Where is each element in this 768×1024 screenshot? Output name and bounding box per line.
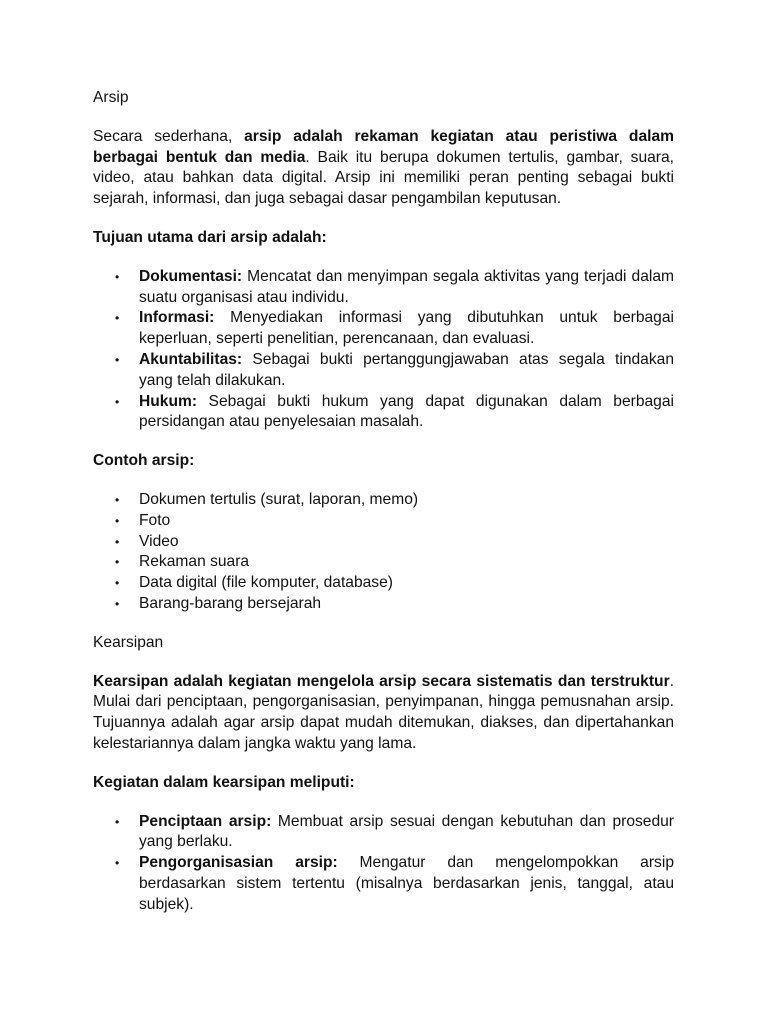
list-item [93,532,674,553]
purpose-term: Dokumentasi: [139,267,243,285]
example-text: Foto [139,511,171,529]
list-item [93,490,674,511]
purpose-list [93,267,674,433]
purpose-desc: Sebagai bukti hukum yang dapat digunakan dalam berbagai persidangan atau penyelesaian masalah. [139,392,674,431]
examples-heading: Contoh arsip: [93,452,195,470]
bullet-icon: • [115,492,120,507]
bullet-icon: • [115,534,120,549]
bullet-icon: • [115,394,120,409]
list-item [93,350,674,392]
activity-term: Pengorganisasian arsip: [139,854,338,872]
bullet-icon: • [115,596,120,611]
bullet-icon: • [115,513,120,528]
purpose-desc: Mencatat dan menyimpan segala aktivitas yang terjadi dalam suatu organisasi atau individu. [139,267,674,306]
arsip-intro-post: . Baik itu berupa dokumen tertulis, gambar, suara, video, atau bahkan data digital. Arsip ini memiliki peran penting sebagai bukti sejarah, informasi, dan juga sebagai dasar pengambilan keputusan. [93,148,674,208]
examples-list [93,490,674,615]
bullet-icon: • [115,856,120,871]
bullet-icon: • [115,352,120,367]
list-item [93,392,674,434]
list-item [93,552,674,573]
list-item [93,267,674,309]
activity-desc: Mengatur dan mengelompokkan arsip berdasarkan sistem tertentu (misalnya berdasarkan jenis, tanggal, atau subjek). [139,854,674,913]
arsip-intro-paragraph [93,127,674,210]
example-text: Dokumen tertulis (surat, laporan, memo) [139,490,419,508]
kearsipan-intro-bold: Kearsipan adalah kegiatan mengelola arsip secara sistematis dan terstruktur [93,672,670,690]
activity-term: Penciptaan arsip: [139,812,272,830]
kearsipan-intro-post: . Mulai dari penciptaan, pengorganisasian, penyimpanan, hingga pemusnahan arsip. Tujuannya adalah agar arsip dapat mudah ditemukan, diakses, dan dipertahankan kelestariannya dalam jangka waktu yang lama. [93,672,674,752]
bullet-icon: • [115,311,120,326]
activity-desc: Membuat arsip sesuai dengan kebutuhan dan prosedur yang berlaku. [139,812,674,851]
example-text: Barang-barang bersejarah [139,594,322,612]
purpose-term: Akuntabilitas: [139,350,243,368]
purpose-term: Informasi: [139,309,215,327]
example-text: Video [139,532,179,550]
purpose-heading: Tujuan utama dari arsip adalah: [93,228,327,246]
bullet-icon: • [115,555,120,570]
example-text: Rekaman suara [139,553,250,571]
bullet-icon: • [115,576,120,591]
list-item [93,853,674,915]
purpose-desc: Menyediakan informasi yang dibutuhkan untuk berbagai keperluan, seperti penelitian, perencanaan, dan evaluasi. [139,309,674,348]
example-text: Data digital (file komputer, database) [139,574,393,592]
list-item [93,511,674,532]
section-title-arsip: Arsip [93,89,129,106]
activities-heading: Kegiatan dalam kearsipan meliputi: [93,773,355,791]
list-item [93,812,674,854]
purpose-desc: Sebagai bukti pertanggungjawaban atas segala tindakan yang telah dilakukan. [139,350,674,389]
kearsipan-intro-paragraph [93,672,674,755]
bullet-icon: • [115,269,120,284]
list-item [93,594,674,615]
purpose-term: Hukum: [139,392,198,410]
bullet-icon: • [115,814,120,829]
arsip-intro-bold: arsip adalah rekaman kegiatan atau peristiwa dalam berbagai bentuk dan media [93,127,674,166]
section-title-kearsipan: Kearsipan [93,633,164,651]
list-item [93,573,674,594]
document-page [93,88,674,934]
arsip-intro-pre: Secara sederhana, [93,127,245,145]
list-item [93,308,674,350]
activities-list [93,812,674,916]
